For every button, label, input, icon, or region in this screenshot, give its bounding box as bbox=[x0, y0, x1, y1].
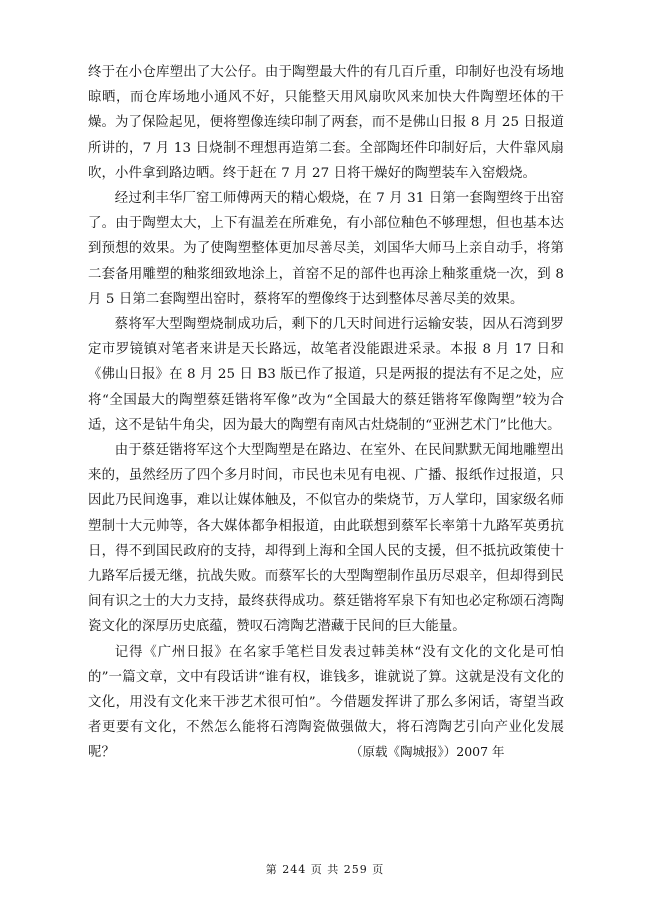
paragraph-1: 终于在小仓库塑出了大公仔。由于陶塑最大件的有几百斤重，印制好也没有场地晾晒，而仓库场地小通风不好，只能整天用风扇吹风来加快大件陶塑坯体的干燥。为了保险起见，便将塑像连续印制了两套，而不是佛山日报 8 月 25 日报道所讲的，7 月 13 日烧制不理想再造第二套。全部陶坯件印制好后，大件靠风扇吹，小件拿到路边晒。终于赶在 7 月 27 日将干燥好的陶塑装车入窑煅烧。 bbox=[88, 65, 564, 181]
paragraph-4: 由于蔡廷锴将军这个大型陶塑是在路边、在室外、在民间默默无闻地雕塑出来的，虽然经历了四个多月时间，市民也未见有电视、广播、报纸作过报道，只因此乃民间逸事，难以让媒体触及，不似官办的柴烧节，万人掌印，国家级名师塑制十大元帅等，各大媒体都争相报道，由此联想到蔡军长率第十九路军英勇抗日，得不到国民政府的支持，却得到上海和全国人民的支援，但不抵抗政策使十九路军后援无继，抗战失败。而蔡军长的大型陶塑制作虽历尽艰辛，但却得到民间有识之士的大力支持，最终获得成功。蔡廷锴将军泉下有知也必定称颂石湾陶瓷文化的深厚历史底蕴，赞叹石湾陶艺潜藏于民间的巨大能量。 bbox=[88, 443, 564, 635]
article-body bbox=[88, 60, 564, 766]
source-note: （原载《陶城报》）2007 年 bbox=[350, 744, 505, 759]
paragraph-3: 蔡将军大型陶塑烧制成功后，剩下的几天时间进行运输安装，因从石湾到罗定市罗镜镇对笔者来讲是天长路远，故笔者没能跟进采录。本报 8 月 17 日和《佛山日报》在 8 月 25 日 B3 版已作了报道，只是两报的提法有不足之处，应将“全国最大的陶塑蔡廷锴将军像”改为“全国最大的蔡廷锴将军像陶塑”较为合适，这不是钻牛角尖，因为最大的陶塑有南风古灶烧制的“亚洲艺术门”比他大。 bbox=[88, 317, 564, 433]
page-number-footer: 第 244 页 共 259 页 bbox=[265, 863, 385, 876]
paragraph-2: 经过利丰华厂窑工师傅两天的精心煅烧，在 7 月 31 日第一套陶塑终于出窑了。由于陶塑太大，上下有温差在所难免，有小部位釉色不够理想，但也基本达到预想的效果。为了使陶塑整体更加尽善尽美，刘国华大师马上亲自动手，将第二套备用雕塑的釉浆细致地涂上，首窑不足的部件也再涂上釉浆重烧一次，到 8 月 5 日第二套陶塑出窑时，蔡将军的塑像终于达到整体尽善尽美的效果。 bbox=[88, 191, 564, 307]
paragraph-5: 记得《广州日报》在名家手笔栏目发表过韩美林“没有文化的文化是可怕的”一篇文章，文中有段话讲“谁有权，谁钱多，谁就说了算。这就是没有文化的文化，用没有文化来干涉艺术很可怕”。今借题发挥讲了那么多闲话，寄望当政者更要有文化，不然怎么能将石湾陶瓷做强做大，将石湾陶艺引向产业化发展呢？ bbox=[88, 644, 564, 761]
